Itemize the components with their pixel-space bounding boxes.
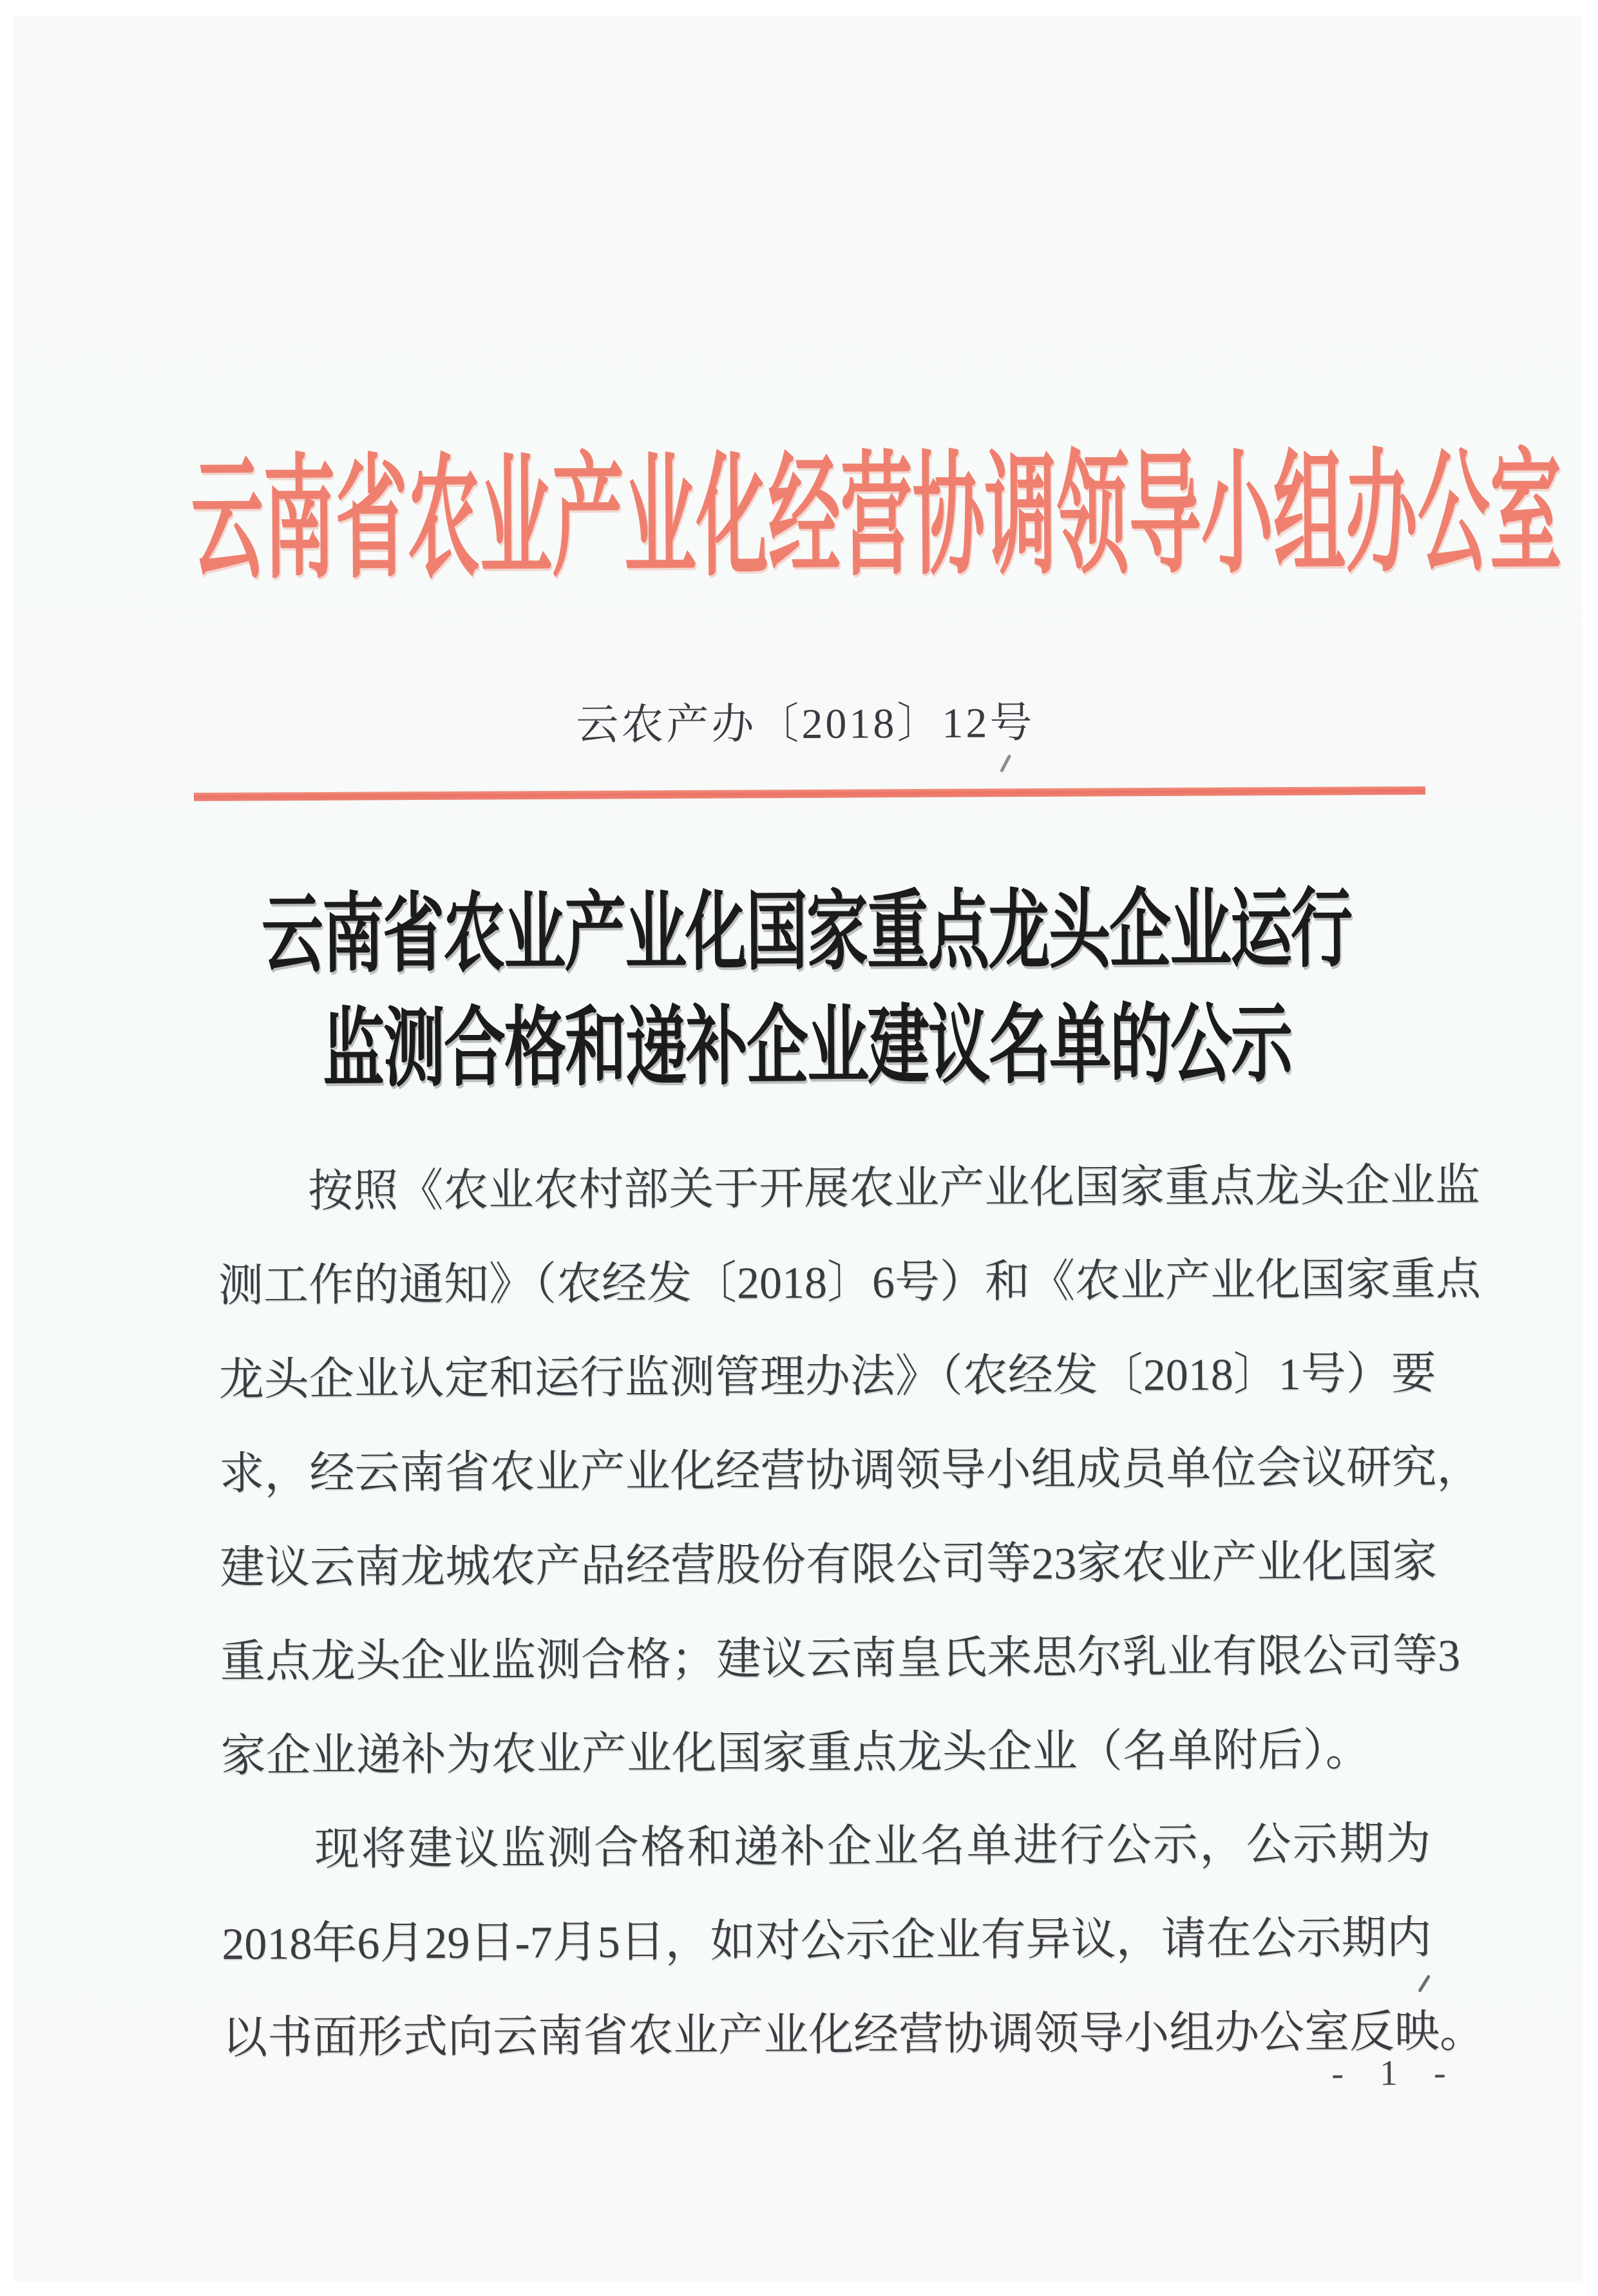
document-reference-number: 云农产办〔2018〕12号 (576, 699, 1035, 749)
document-title-line-2: 监测合格和递补企业建议名单的公示 (322, 996, 1292, 1098)
page-number: - 1 - (1331, 2053, 1452, 2094)
body-line: 重点龙头企业监测合格；建议云南皇氏来思尔乳业有限公司等3 (220, 1631, 1461, 1687)
body-text-block (218, 1139, 1485, 2086)
body-line: 建议云南龙城农产品经营股份有限公司等23家农业产业化国家 (220, 1537, 1438, 1593)
body-line: 测工作的通知》（农经发〔2018〕6号）和《农业产业化国家重点 (218, 1255, 1481, 1311)
body-line: 按照《农业农村部关于开展农业产业化国家重点龙头企业监 (218, 1161, 1481, 1217)
red-letterhead-title: 云南省农业产业化经营协调领导小组办公室 (191, 441, 1563, 596)
body-line: 2018年6月29日-7月5日，如对公示企业有异议，请在公示期内 (222, 1913, 1432, 1969)
document-title-line-1: 云南省农业产业化国家重点龙头企业运行 (261, 880, 1352, 983)
body-line: 龙头企业认定和运行监测管理办法》（农经发〔2018〕1号）要 (218, 1349, 1436, 1405)
red-separator-rule (194, 786, 1425, 801)
body-line: 家企业递补为农业产业化国家重点龙头企业（名单附后）。 (220, 1725, 1371, 1781)
scan-artifact (1000, 754, 1011, 773)
body-line: 现将建议监测合格和递补企业名单进行公示，公示期为 (221, 1819, 1431, 1875)
body-line: 以书面形式向云南省农业产业化经营协调领导小组办公室反映。 (222, 2007, 1485, 2064)
body-line: 求，经云南省农业产业化经营协调领导小组成员单位会议研究， (219, 1443, 1482, 1499)
